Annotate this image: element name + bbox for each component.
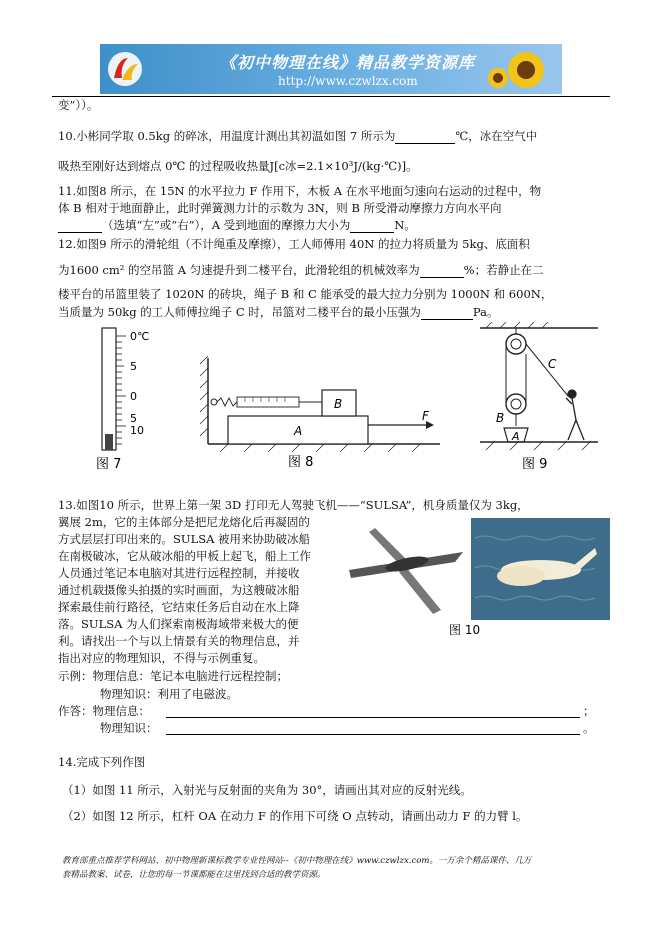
figure-10-drone bbox=[345, 518, 610, 638]
q13-body-5: 通过机载摄像头拍摄的实时画面，为这艘破冰船 bbox=[58, 583, 300, 597]
answer-knowledge-period: 。 bbox=[583, 721, 595, 735]
footer-line2: 套精品教案、试卷，让您的每一节课都能在这里找到合适的教学资源。 bbox=[62, 870, 326, 880]
header-title: 《初中物理在线》精品教学资源库 bbox=[220, 53, 476, 72]
q13-body-8: 利。请找出一个与以上情景有关的物理信息，并 bbox=[58, 634, 300, 648]
q12-line3: 楼平台的吊篮里装了 1020N 的砖块，绳子 B 和 C 能承受的最大拉力分别为 1000N 和 600N， bbox=[58, 287, 553, 301]
q12-line2: 为1600 cm² 的空吊篮 A 匀速提升到二楼平台，此滑轮组的机械效率为 %；若静止在二 bbox=[58, 263, 544, 277]
label-a: A bbox=[512, 430, 520, 443]
q11-line3: （选填“左”或“右”），A 受到地面的摩擦力大小为 N。 bbox=[58, 217, 416, 233]
label-b: B bbox=[496, 411, 505, 425]
answer-info-semicolon: ； bbox=[583, 704, 595, 718]
wall-hatching bbox=[200, 356, 208, 436]
q13-body-6: 探索最佳前行路径，它结束任务后自动在水上降 bbox=[58, 600, 300, 614]
q11-line2: 体 B 相对于地面静止，此时弹簧测力计的示数为 3N，则 B 所受滑动摩擦力方向水平向 bbox=[58, 201, 502, 215]
q13-example-knowledge: 物理知识：利用了电磁波。 bbox=[100, 687, 238, 701]
figure-9-caption: 图 9 bbox=[522, 457, 548, 472]
q12-line1: 12.如图9 所示的滑轮组（不计绳重及摩擦），工人师傅用 40N 的拉力将质量为 5kg、底面积 bbox=[58, 237, 530, 251]
q13-body-3: 在南极破冰，它从破冰船的甲板上起飞，船上工作 bbox=[58, 549, 311, 563]
label-a: A bbox=[294, 424, 303, 438]
q13-body-7: 落。SULSA 为人们探索南极海域带来极大的便 bbox=[58, 617, 299, 631]
q12-blank-pressure[interactable] bbox=[421, 319, 473, 320]
answer-knowledge-input[interactable] bbox=[166, 734, 580, 735]
q11-line1: 11.如图8 所示，在 15N 的水平拉力 F 作用下，木板 A 在水平地面匀速向右运动的过程中，物 bbox=[58, 184, 542, 198]
q11-blank-friction[interactable] bbox=[350, 232, 394, 233]
thermometer-ticks bbox=[116, 336, 126, 444]
q13-answer-info: 作答：物理信息： bbox=[58, 704, 150, 718]
header-rule bbox=[52, 96, 610, 97]
sunflower-icon bbox=[486, 48, 556, 90]
movable-pulley bbox=[506, 394, 526, 414]
q12-blank-efficiency[interactable] bbox=[420, 277, 464, 278]
q13-answer-knowledge: 物理知识： bbox=[100, 721, 158, 735]
header-banner bbox=[100, 44, 562, 94]
q11-blank-direction[interactable] bbox=[58, 232, 102, 233]
ground-hatching bbox=[220, 444, 420, 452]
q13-body-9: 指出对应的物理知识，不得与示例重复。 bbox=[58, 651, 265, 665]
thermo-label-10: 10 bbox=[130, 424, 144, 437]
q13-body-4: 人员通过笔记本电脑对其进行远程控制，并接收 bbox=[58, 566, 300, 580]
site-logo-icon bbox=[106, 50, 144, 88]
label-f: F bbox=[422, 409, 429, 423]
header-url[interactable]: http://www.czwlzx.com bbox=[278, 74, 418, 88]
q13-body-1: 翼展 2m，它的主体部分是把尼龙熔化后再凝固的 bbox=[58, 515, 310, 529]
thermo-label-0: 0 bbox=[130, 390, 137, 403]
thermometer-liquid bbox=[105, 434, 113, 450]
q13-example: 示例：物理信息：笔记本电脑进行远程控制； bbox=[58, 669, 288, 683]
q14-item2: （2）如图 12 所示，杠杆 OA 在动力 F 的作用下可绕 O 点转动，请画出动力 F 的力臂 l。 bbox=[62, 809, 528, 823]
figure-10-caption: 图 10 bbox=[449, 623, 481, 637]
spring-scale bbox=[211, 397, 322, 407]
thermometer-tube bbox=[102, 328, 116, 450]
prev-question-tail: 变”））。 bbox=[58, 98, 99, 112]
q14-item1: （1）如图 11 所示，入射光与反射面的夹角为 30°，请画出其对应的反射光线。 bbox=[62, 783, 472, 797]
q10-line2: 吸热至刚好达到熔点 0℃ 的过程吸收热量J[c冰=2.1×10³J/(kg·℃)]。 bbox=[58, 159, 418, 173]
thermo-label-5b: 5 bbox=[130, 412, 137, 425]
footer-line1: 教育部重点推荐学科网站、初中物理新课标教学专业性网站--《初中物理在线》www.czwlzx.com。一万余个精品课件、几万 bbox=[62, 856, 532, 866]
thermo-label-0c: 0℃ bbox=[130, 330, 150, 343]
q12-line4: 当质量为 50kg 的工人师傅拉绳子 C 时，吊篮对二楼平台的最小压强为 Pa。 bbox=[58, 305, 499, 319]
figure-8-friction bbox=[200, 352, 450, 472]
rope-c bbox=[526, 344, 568, 396]
fixed-pulley bbox=[506, 334, 526, 354]
figure-9-pulley bbox=[480, 322, 605, 472]
worker-icon bbox=[566, 390, 584, 440]
figure-8-caption: 图 8 bbox=[288, 455, 314, 470]
label-c: C bbox=[548, 357, 557, 371]
q10-line1: 10.小彬同学取 0.5kg 的碎冰，用温度计测出其初温如图 7 所示为 ℃，冰在空气中 bbox=[58, 129, 538, 143]
thermo-label-5a: 5 bbox=[130, 360, 137, 373]
figure-7-caption: 图 7 bbox=[96, 457, 122, 472]
figure-7-thermometer bbox=[88, 322, 158, 472]
answer-info-input[interactable] bbox=[166, 717, 580, 718]
label-b: B bbox=[334, 397, 343, 411]
q14-title: 14.完成下列作图 bbox=[58, 755, 146, 769]
q10-blank-temp[interactable] bbox=[395, 143, 455, 144]
q13-line1: 13.如图10 所示，世界上第一架 3D 打印无人驾驶飞机——“SULSA”，机身质量仅为 3kg， bbox=[58, 498, 529, 512]
q13-body-2: 方式层层打印出来的。SULSA 被用来协助破冰船 bbox=[58, 532, 311, 546]
